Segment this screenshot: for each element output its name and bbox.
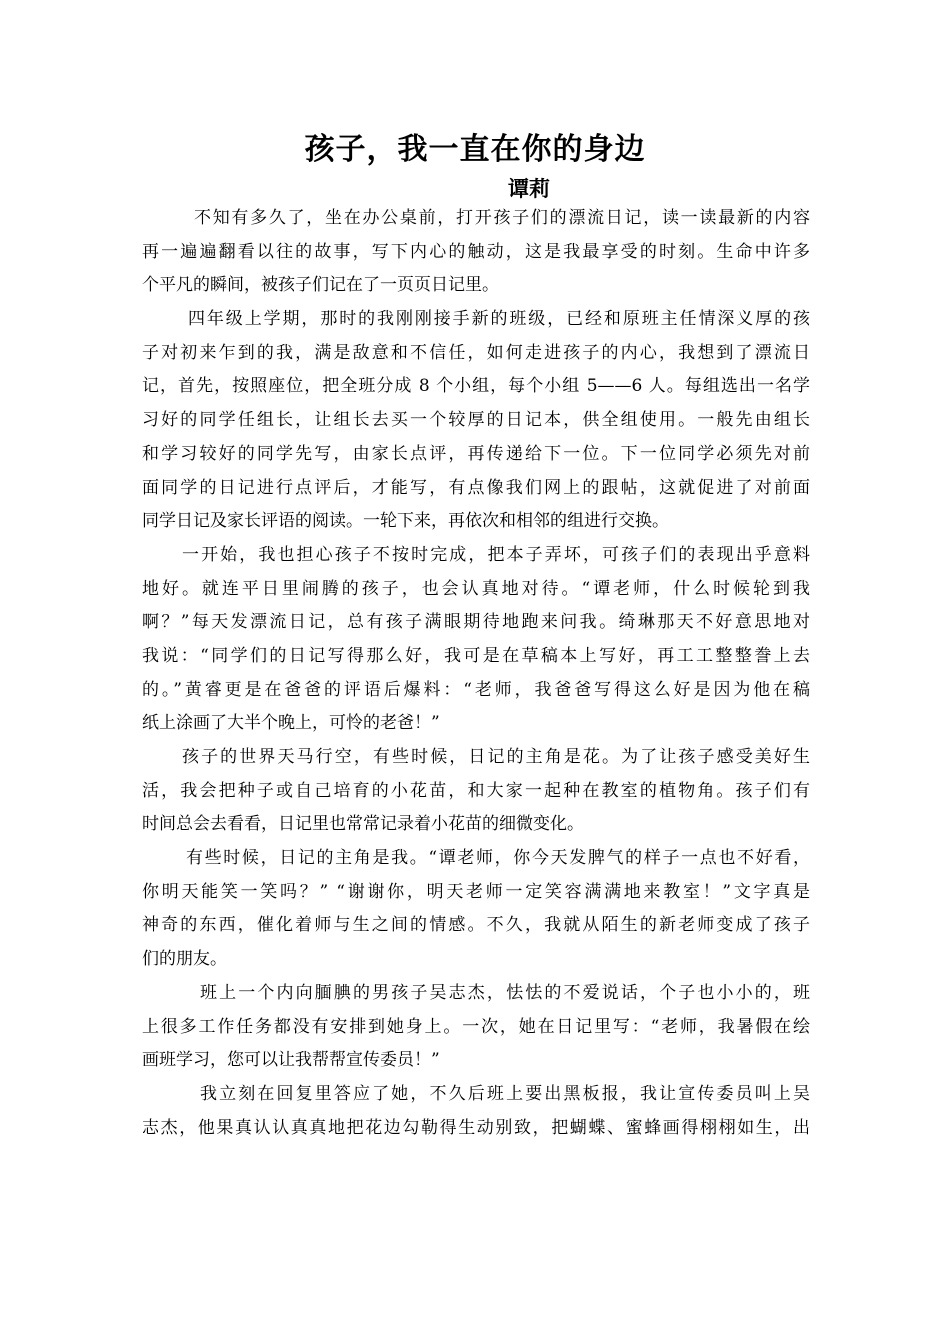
text-line: 孩子的世界天马行空，有些时候，日记的主角是花。为了让孩子感受美好生 [182, 747, 810, 767]
author-name: 谭莉 [508, 177, 550, 201]
text-line: 你明天能笑一笑吗？” “谢谢你，明天老师一定笑容满满地来教室！”文字真是 [142, 881, 810, 902]
text-line: 纸上涂画了大半个晚上，可怜的老爸！” [142, 713, 440, 734]
text-line: 个平凡的瞬间，被孩子们记在了一页页日记里。 [142, 275, 499, 296]
text-line: 有些时候，日记的主角是我。“谭老师，你今天发脾气的样子一点也不好看， [186, 848, 810, 869]
text-line: 神奇的东西，催化着师与生之间的情感。不久，我就从陌生的新老师变成了孩子 [142, 915, 810, 936]
text-line: 画班学习，您可以让我帮帮宣传委员！” [142, 1050, 440, 1071]
text-line: 我说：“同学们的日记写得那么好，我可是在草稿本上写好，再工工整整誊上去 [142, 645, 810, 666]
text-line: 志杰，他果真认认真真地把花边勾勒得生动别致，把蝴蝶、蜜蜂画得栩栩如生，出 [142, 1117, 810, 1138]
text-line: 地好。就连平日里闹腾的孩子，也会认真地对待。“谭老师，什么时候轮到我 [142, 578, 810, 599]
text-line: 同学日记及家长评语的阅读。一轮下来，再依次和相邻的组进行交换。 [142, 511, 669, 532]
text-line: 时间总会去看看，日记里也常常记录着小花苗的细微变化。 [142, 814, 584, 835]
article-body [142, 202, 810, 1145]
text-line: 子对初来乍到的我，满是敌意和不信任，如何走进孩子的内心，我想到了漂流日 [142, 342, 810, 363]
text-line: 活，我会把种子或自己培育的小花苗，和大家一起种在教室的植物角。孩子们有 [142, 780, 810, 801]
text-line: 习好的同学任组长，让组长去买一个较厚的日记本，供全组使用。一般先由组长 [142, 410, 810, 431]
text-line: 啊？”每天发漂流日记，总有孩子满眼期待地跑来问我。绮琳那天不好意思地对 [142, 612, 810, 633]
text-line: 四年级上学期，那时的我刚刚接手新的班级，已经和原班主任情深义厚的孩 [188, 309, 810, 330]
text-line: 一开始，我也担心孩子不按时完成，把本子弄坏，可孩子们的表现出乎意料 [182, 544, 810, 565]
text-line: 我立刻在回复里答应了她，不久后班上要出黑板报，我让宣传委员叫上吴 [200, 1083, 810, 1104]
text-line: 记，首先，按照座位，把全班分成 8 个小组，每个小组 5——6 人。每组选出一名学 [142, 376, 810, 397]
text-line: 们的朋友。 [142, 949, 227, 970]
text-line: 再一遍遍翻看以往的故事，写下内心的触动，这是我最享受的时刻。生命中许多 [142, 241, 810, 262]
text-line: 面同学的日记进行点评后，才能写，有点像我们网上的跟帖，这就促进了对前面 [142, 477, 810, 498]
text-line: 的。”黄睿更是在爸爸的评语后爆料：“老师，我爸爸写得这么好是因为他在稿 [142, 679, 810, 700]
document-title: 孩子，我一直在你的身边 [304, 132, 646, 167]
text-line: 和学习较好的同学先写，由家长点评，再传递给下一位。下一位同学必须先对前 [142, 443, 810, 464]
text-line: 班上一个内向腼腆的男孩子吴志杰，怯怯的不爱说话，个子也小小的，班 [200, 982, 810, 1003]
text-line: 上很多工作任务都没有安排到她身上。一次，她在日记里写：“老师，我暑假在绘 [142, 1016, 810, 1037]
text-line: 不知有多久了，坐在办公桌前，打开孩子们的漂流日记，读一读最新的内容 [194, 208, 810, 228]
